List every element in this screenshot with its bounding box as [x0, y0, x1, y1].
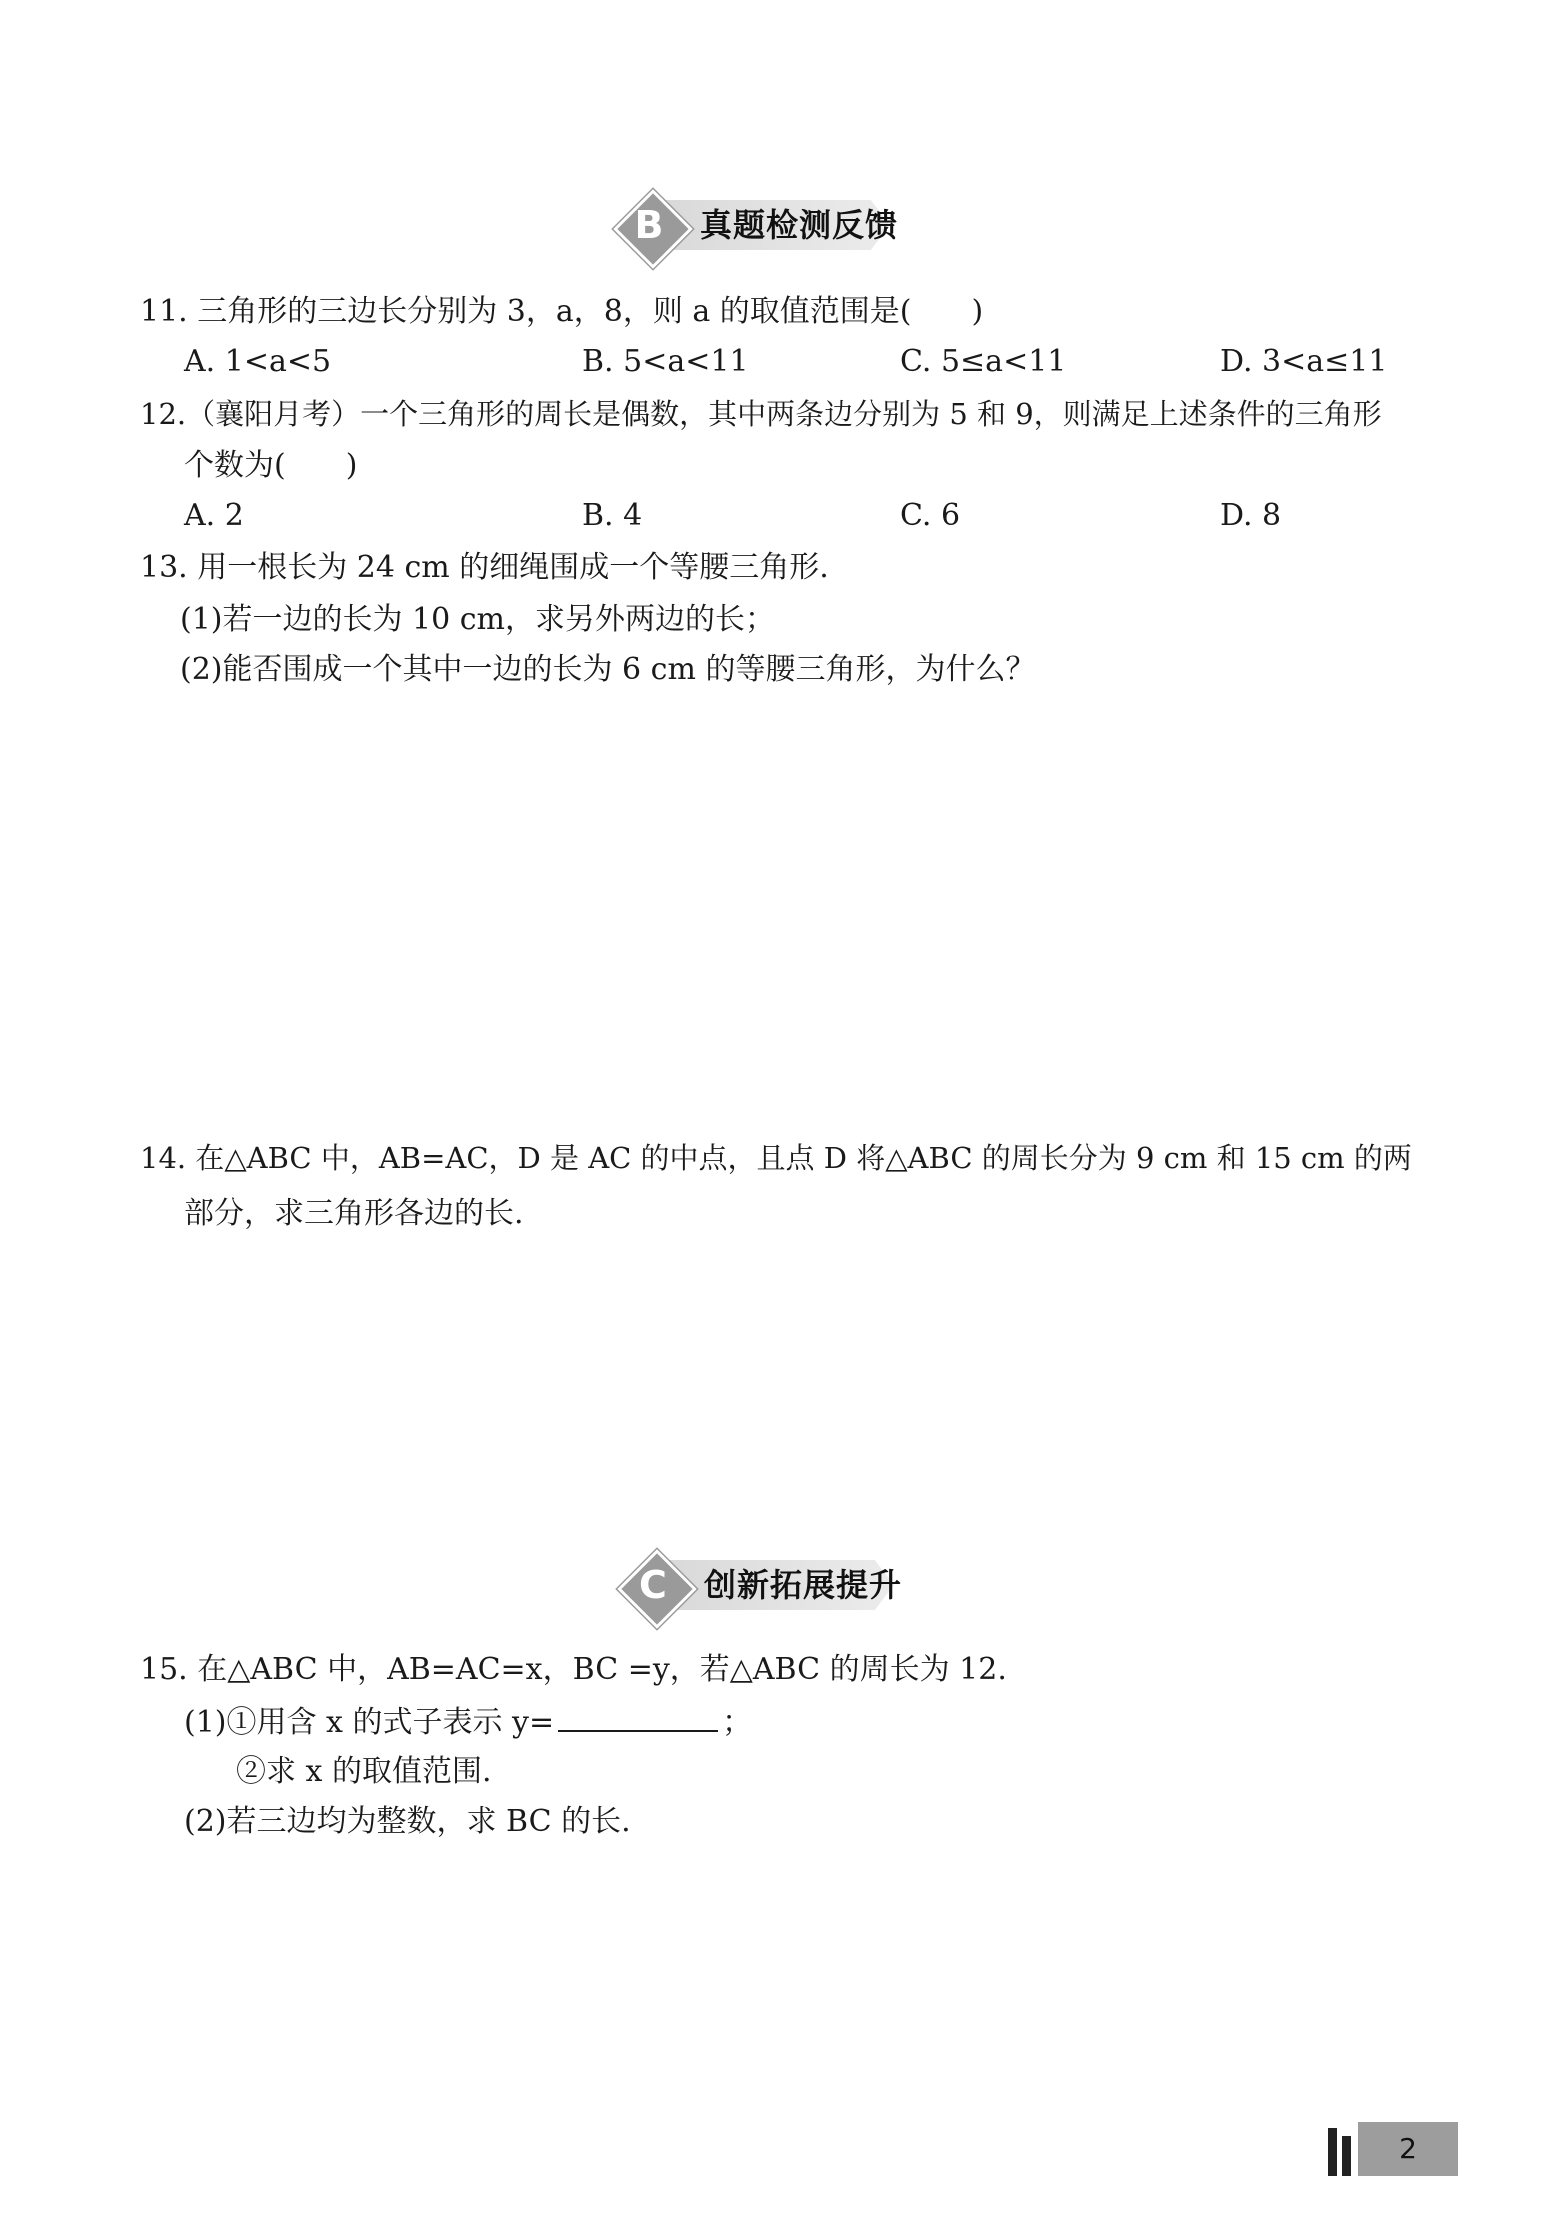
question-14-line1: 14. 在△ABC 中，AB=AC，D 是 AC 的中点，且点 D 将△ABC 的周长分为 9 cm 和 15 cm 的两: [140, 1141, 1412, 1175]
question-12-option-a: A. 2: [184, 498, 244, 533]
section-c-banner: [618, 1548, 958, 1622]
badge-stripe: [1328, 2128, 1337, 2176]
section-title: 真题检测反馈: [700, 206, 899, 244]
question-11-option-a: A. 1<a<5: [184, 344, 332, 379]
section-title: 创新拓展提升: [704, 1566, 903, 1604]
section-letter: B: [634, 203, 664, 247]
question-12-option-b: B. 4: [582, 498, 643, 533]
section-b-banner: [614, 188, 954, 262]
question-12-option-c: C. 6: [900, 498, 961, 533]
question-13-sub2: (2)能否围成一个其中一边的长为 6 cm 的等腰三角形，为什么？: [180, 652, 1036, 687]
question-15-sub1a: [184, 1700, 752, 1745]
question-11-stem: 11. 三角形的三边长分别为 3，a，8，则 a 的取值范围是( ): [140, 294, 984, 329]
question-13-stem: 13. 用一根长为 24 cm 的细绳围成一个等腰三角形.: [140, 550, 829, 585]
question-15-sub1a-prefix: (1)①用含 x 的式子表示 y=: [184, 1705, 555, 1740]
question-12-option-d: D. 8: [1220, 498, 1282, 533]
page-number: 2: [1358, 2122, 1458, 2176]
question-11-option-d: D. 3<a≤11: [1220, 344, 1388, 379]
question-15-stem: 15. 在△ABC 中，AB=AC=x，BC =y，若△ABC 的周长为 12.: [140, 1652, 1007, 1687]
question-11-option-c: C. 5≤a<11: [900, 344, 1067, 379]
answer-blank[interactable]: [558, 1700, 718, 1732]
question-11-option-b: B. 5<a<11: [582, 344, 749, 379]
question-12-stem-line2: 个数为( ): [184, 448, 358, 483]
question-15-sub1b: ②求 x 的取值范围.: [236, 1754, 492, 1789]
section-letter: C: [639, 1563, 667, 1607]
question-15-sub2: (2)若三边均为整数，求 BC 的长.: [184, 1804, 631, 1839]
question-12-stem-line1: 12.（襄阳月考）一个三角形的周长是偶数，其中两条边分别为 5 和 9，则满足上述条件的三角形: [140, 397, 1382, 431]
badge-stripe: [1342, 2136, 1351, 2176]
question-14-line2: 部分，求三角形各边的长.: [184, 1196, 524, 1231]
question-13-sub1: (1)若一边的长为 10 cm，求另外两边的长；: [180, 602, 775, 637]
question-15-sub1a-suffix: ；: [722, 1705, 753, 1740]
